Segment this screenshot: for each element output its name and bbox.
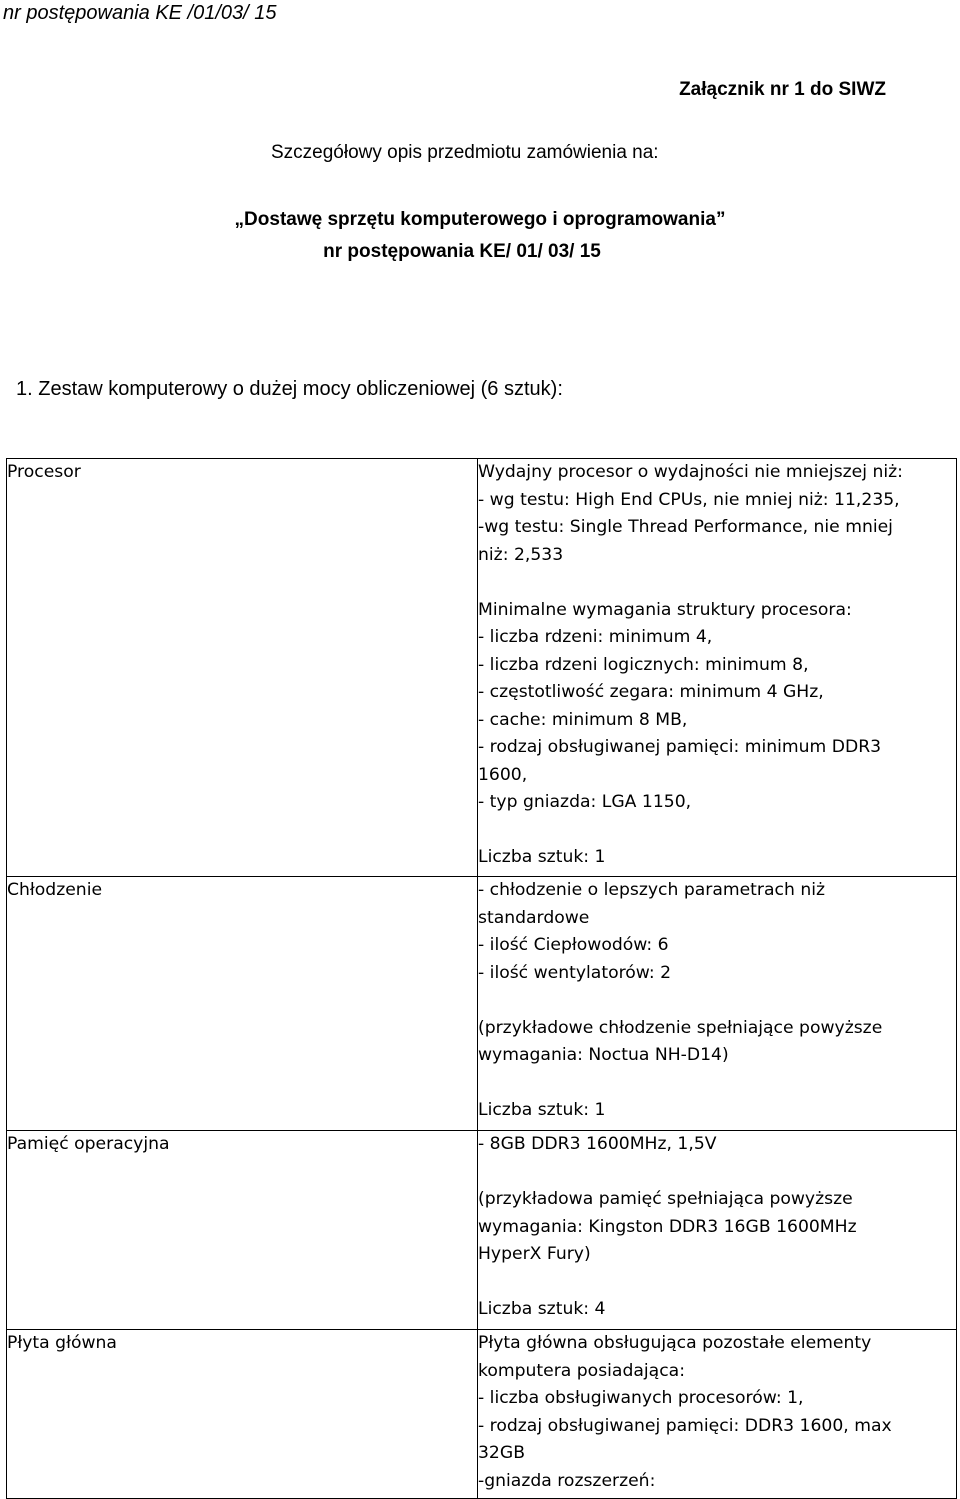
spec-line: - chłodzenie o lepszych parametrach niż: [478, 880, 826, 900]
spec-line: 1600,: [478, 764, 528, 785]
spec-line: - 8GB DDR3 1600MHz, 1,5V: [478, 1134, 717, 1154]
table-row: [7, 1131, 957, 1330]
spec-line: - rodzaj obsługiwanej pamięci: minimum DDR3: [478, 737, 882, 757]
spec-line: (przykładowa pamięć spełniająca powyższe: [478, 1189, 853, 1209]
spec-line: - cache: minimum 8 MB,: [478, 709, 688, 730]
spec-line: wymagania: Kingston DDR3 16GB 1600MHz: [478, 1216, 857, 1237]
spec-line: - wg testu: High End CPUs, nie mniej niż: 11,235,: [478, 489, 900, 510]
spec-line: -wg testu: Single Thread Performance, nie mniej: [478, 517, 893, 537]
spec-line: - ilość Ciepłowodów: 6: [478, 935, 669, 955]
row-label-text: Pamięć operacyjna: [7, 1134, 170, 1154]
spec-line: - częstotliwość zegara: minimum 4 GHz,: [478, 682, 824, 702]
section-title: 1. Zestaw komputerowy o dużej mocy obliczeniowej (6 sztuk):: [16, 378, 563, 400]
document-subtitle: Szczegółowy opis przedmiotu zamówienia na:: [271, 142, 659, 163]
spec-line: - liczba rdzeni logicznych: minimum 8,: [478, 654, 809, 675]
spec-line: Minimalne wymagania struktury procesora:: [478, 599, 852, 620]
row-label-text: Procesor: [7, 462, 81, 482]
spec-line: niż: 2,533: [478, 544, 564, 565]
row-label-text: Płyta główna: [7, 1333, 117, 1353]
document-title: „Dostawę sprzętu komputerowego i oprogramowania”: [234, 209, 726, 230]
table-row: [7, 877, 957, 1131]
spec-line: Liczba sztuk: 1: [478, 1100, 606, 1120]
row-label: [7, 1131, 478, 1330]
spec-line: Płyta główna obsługująca pozostałe elementy: [478, 1333, 872, 1353]
spec-line: Liczba sztuk: 1: [478, 847, 606, 867]
annex-label: Załącznik nr 1 do SIWZ: [679, 79, 886, 100]
spec-line: Wydajny procesor o wydajności nie mniejszej niż:: [478, 462, 903, 482]
table-row: [7, 459, 957, 877]
blank-line: [478, 987, 956, 1015]
specification-table: [6, 458, 957, 1499]
document-reference: nr postępowania KE /01/03/ 15: [3, 2, 277, 24]
blank-line: [478, 1159, 956, 1187]
spec-line: wymagania: Noctua NH-D14): [478, 1045, 729, 1065]
spec-line: -gniazda rozszerzeń:: [478, 1470, 656, 1491]
spec-line: - liczba rdzeni: minimum 4,: [478, 627, 713, 647]
spec-line: (przykładowe chłodzenie spełniające powyższe: [478, 1017, 883, 1038]
blank-line: [478, 817, 956, 845]
blank-line: [478, 569, 956, 597]
row-label: [7, 877, 478, 1131]
spec-line: komputera posiadająca:: [478, 1360, 685, 1381]
spec-line: HyperX Fury): [478, 1244, 591, 1264]
row-value: [478, 877, 957, 1131]
spec-line: standardowe: [478, 907, 590, 928]
blank-line: [478, 1070, 956, 1098]
blank-line: [478, 1269, 956, 1297]
document-title-number: nr postępowania KE/ 01/ 03/ 15: [323, 241, 601, 262]
spec-line: 32GB: [478, 1443, 525, 1463]
spec-line: - ilość wentylatorów: 2: [478, 962, 672, 983]
spec-line: Liczba sztuk: 4: [478, 1299, 606, 1319]
row-value: [478, 1330, 957, 1499]
row-value: [478, 1131, 957, 1330]
row-value: [478, 459, 957, 877]
table-row: [7, 1330, 957, 1499]
spec-line: - liczba obsługiwanych procesorów: 1,: [478, 1388, 804, 1408]
spec-line: - rodzaj obsługiwanej pamięci: DDR3 1600, max: [478, 1415, 892, 1436]
row-label-text: Chłodzenie: [7, 880, 103, 900]
spec-line: - typ gniazda: LGA 1150,: [478, 792, 692, 812]
row-label: [7, 1330, 478, 1499]
row-label: [7, 459, 478, 877]
